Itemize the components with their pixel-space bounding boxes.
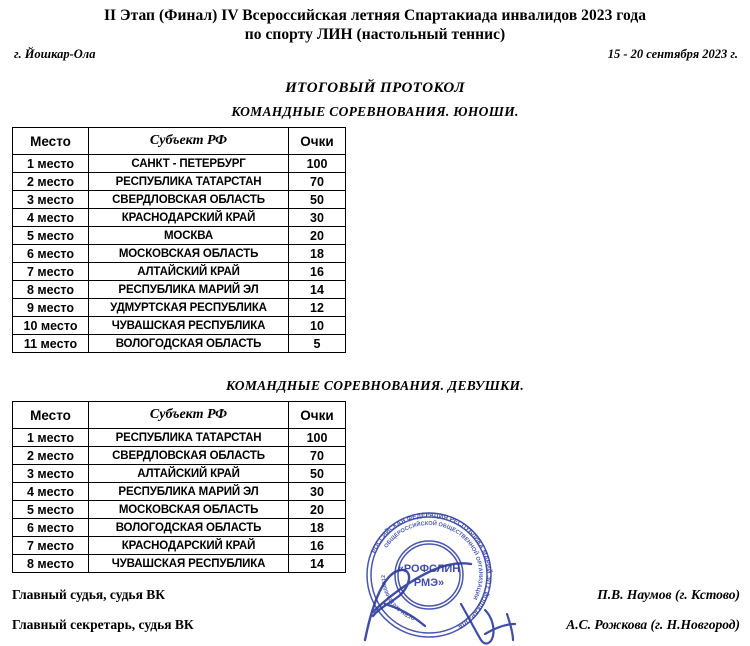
cell-region: ВОЛОГОДСКАЯ ОБЛАСТЬ <box>89 519 289 537</box>
table-row <box>13 555 346 573</box>
cell-region: УДМУРТСКАЯ РЕСПУБЛИКА <box>89 299 289 317</box>
table-row <box>13 429 346 447</box>
cell-place: 3 место <box>13 465 89 483</box>
cell-place: 9 место <box>13 299 89 317</box>
cell-region: РЕСПУБЛИКА МАРИЙ ЭЛ <box>89 281 289 299</box>
column-header-points: Очки <box>289 128 346 155</box>
column-header-region: Субъект РФ <box>89 402 289 429</box>
table-header-row <box>13 402 346 429</box>
cell-place: 5 место <box>13 227 89 245</box>
document-header <box>0 0 750 44</box>
cell-points: 18 <box>289 519 346 537</box>
column-header-place: Место <box>13 128 89 155</box>
results-table-youths <box>12 127 346 353</box>
cell-place: 10 место <box>13 317 89 335</box>
table-row <box>13 155 346 173</box>
table-row <box>13 465 346 483</box>
table-row <box>13 281 346 299</box>
cell-place: 5 место <box>13 501 89 519</box>
event-city: г. Йошкар-Ола <box>14 47 96 61</box>
results-table-youths-wrap <box>12 127 345 353</box>
cell-region: КРАСНОДАРСКИЙ КРАЙ <box>89 209 289 227</box>
cell-region: РЕСПУБЛИКА ТАТАРСТАН <box>89 173 289 191</box>
cell-region: СВЕРДЛОВСКАЯ ОБЛАСТЬ <box>89 191 289 209</box>
signature-name: П.В. Наумов (г. Кстово) <box>597 587 740 602</box>
cell-place: 6 место <box>13 245 89 263</box>
cell-points: 30 <box>289 209 346 227</box>
column-header-region: Субъект РФ <box>89 128 289 155</box>
cell-points: 20 <box>289 227 346 245</box>
table-row <box>13 173 346 191</box>
section-caption-girls: КОМАНДНЫЕ СОРЕВНОВАНИЯ. ДЕВУШКИ. <box>225 378 525 393</box>
signature-name: А.С. Рожкова (г. Н.Новгород) <box>566 617 740 632</box>
cell-region: МОСКОВСКАЯ ОБЛАСТЬ <box>89 245 289 263</box>
cell-points: 30 <box>289 483 346 501</box>
cell-region: САНКТ - ПЕТЕРБУРГ <box>89 155 289 173</box>
cell-points: 50 <box>289 465 346 483</box>
table-row <box>13 299 346 317</box>
protocol-caption: ИТОГОВЫЙ ПРОТОКОЛ <box>285 80 465 96</box>
signature-row-chief-judge <box>0 585 750 615</box>
results-table-girls <box>12 401 346 573</box>
column-header-points: Очки <box>289 402 346 429</box>
cell-points: 70 <box>289 173 346 191</box>
cell-place: 2 место <box>13 447 89 465</box>
cell-place: 6 место <box>13 519 89 537</box>
table-header-row <box>13 128 346 155</box>
cell-region: МОСКВА <box>89 227 289 245</box>
results-table-girls-wrap <box>12 401 345 573</box>
signature-role: Главный судья, судья ВК <box>12 587 166 602</box>
column-header-place: Место <box>13 402 89 429</box>
cell-place: 1 место <box>13 429 89 447</box>
cell-points: 20 <box>289 501 346 519</box>
svg-text:РМЭ»: РМЭ» <box>413 577 445 589</box>
results-table-girls-body <box>13 429 346 573</box>
cell-place: 4 место <box>13 209 89 227</box>
svg-text:ОГРН 1201200008812: ОГРН 1201200008812 <box>380 574 417 621</box>
cell-place: 8 место <box>13 555 89 573</box>
table-row <box>13 209 346 227</box>
document-title-line-1: II Этап (Финал) IV Всероссийская летняя Спартакиада инвалидов 2023 года <box>103 7 647 24</box>
table-row <box>13 501 346 519</box>
cell-place: 7 место <box>13 263 89 281</box>
event-date: 15 - 20 сентября 2023 г. <box>607 47 738 61</box>
cell-region: СВЕРДЛОВСКАЯ ОБЛАСТЬ <box>89 447 289 465</box>
section-caption-youths: КОМАНДНЫЕ СОРЕВНОВАНИЯ. ЮНОШИ. <box>231 104 519 119</box>
cell-place: 1 место <box>13 155 89 173</box>
table-row <box>13 245 346 263</box>
cell-points: 14 <box>289 555 346 573</box>
cell-region: КРАСНОДАРСКИЙ КРАЙ <box>89 537 289 555</box>
table-row <box>13 317 346 335</box>
cell-region: АЛТАЙСКИЙ КРАЙ <box>89 465 289 483</box>
table-row <box>13 537 346 555</box>
cell-points: 12 <box>289 299 346 317</box>
results-table-youths-body <box>13 155 346 353</box>
cell-points: 16 <box>289 263 346 281</box>
svg-text:«РОФСЛИН: «РОФСЛИН <box>397 563 461 575</box>
svg-text:ОБЩЕРОССИЙСКОЙ ОБЩЕСТВЕННОЙ ОР: ОБЩЕРОССИЙСКОЙ ОБЩЕСТВЕННОЙ ОРГАНИЗАЦИИ <box>383 520 484 601</box>
cell-place: 11 место <box>13 335 89 353</box>
signature-row-chief-secretary <box>0 615 750 645</box>
cell-points: 10 <box>289 317 346 335</box>
cell-points: 18 <box>289 245 346 263</box>
cell-points: 16 <box>289 537 346 555</box>
table-row <box>13 227 346 245</box>
table-row <box>13 447 346 465</box>
table-row <box>13 519 346 537</box>
document-title-line-2: по спорту ЛИН (настольный теннис) <box>244 26 506 43</box>
signature-block <box>0 585 750 646</box>
table-row <box>13 191 346 209</box>
cell-region: МОСКОВСКАЯ ОБЛАСТЬ <box>89 501 289 519</box>
cell-points: 50 <box>289 191 346 209</box>
cell-place: 8 место <box>13 281 89 299</box>
cell-region: РЕСПУБЛИКА МАРИЙ ЭЛ <box>89 483 289 501</box>
cell-points: 14 <box>289 281 346 299</box>
cell-place: 2 место <box>13 173 89 191</box>
cell-region: ЧУВАШСКАЯ РЕСПУБЛИКА <box>89 555 289 573</box>
cell-place: 7 место <box>13 537 89 555</box>
cell-region: АЛТАЙСКИЙ КРАЙ <box>89 263 289 281</box>
cell-region: ЧУВАШСКАЯ РЕСПУБЛИКА <box>89 317 289 335</box>
header-meta-row <box>0 47 750 69</box>
cell-place: 4 место <box>13 483 89 501</box>
cell-place: 3 место <box>13 191 89 209</box>
svg-text:РОССИЙСКАЯ ФЕДЕРАЦИЯ РЕСПУБЛИ: РОССИЙСКАЯ ФЕДЕРАЦИЯ РЕСПУБЛИКА МАРИЙ ЭЛ г. ЙОШКАР-ОЛА <box>370 511 493 630</box>
table-row <box>13 263 346 281</box>
cell-points: 70 <box>289 447 346 465</box>
cell-points: 100 <box>289 429 346 447</box>
table-row <box>13 483 346 501</box>
cell-region: ВОЛОГОДСКАЯ ОБЛАСТЬ <box>89 335 289 353</box>
cell-points: 100 <box>289 155 346 173</box>
cell-points: 5 <box>289 335 346 353</box>
signature-role: Главный секретарь, судья ВК <box>12 617 194 632</box>
table-row <box>13 335 346 353</box>
cell-region: РЕСПУБЛИКА ТАТАРСТАН <box>89 429 289 447</box>
